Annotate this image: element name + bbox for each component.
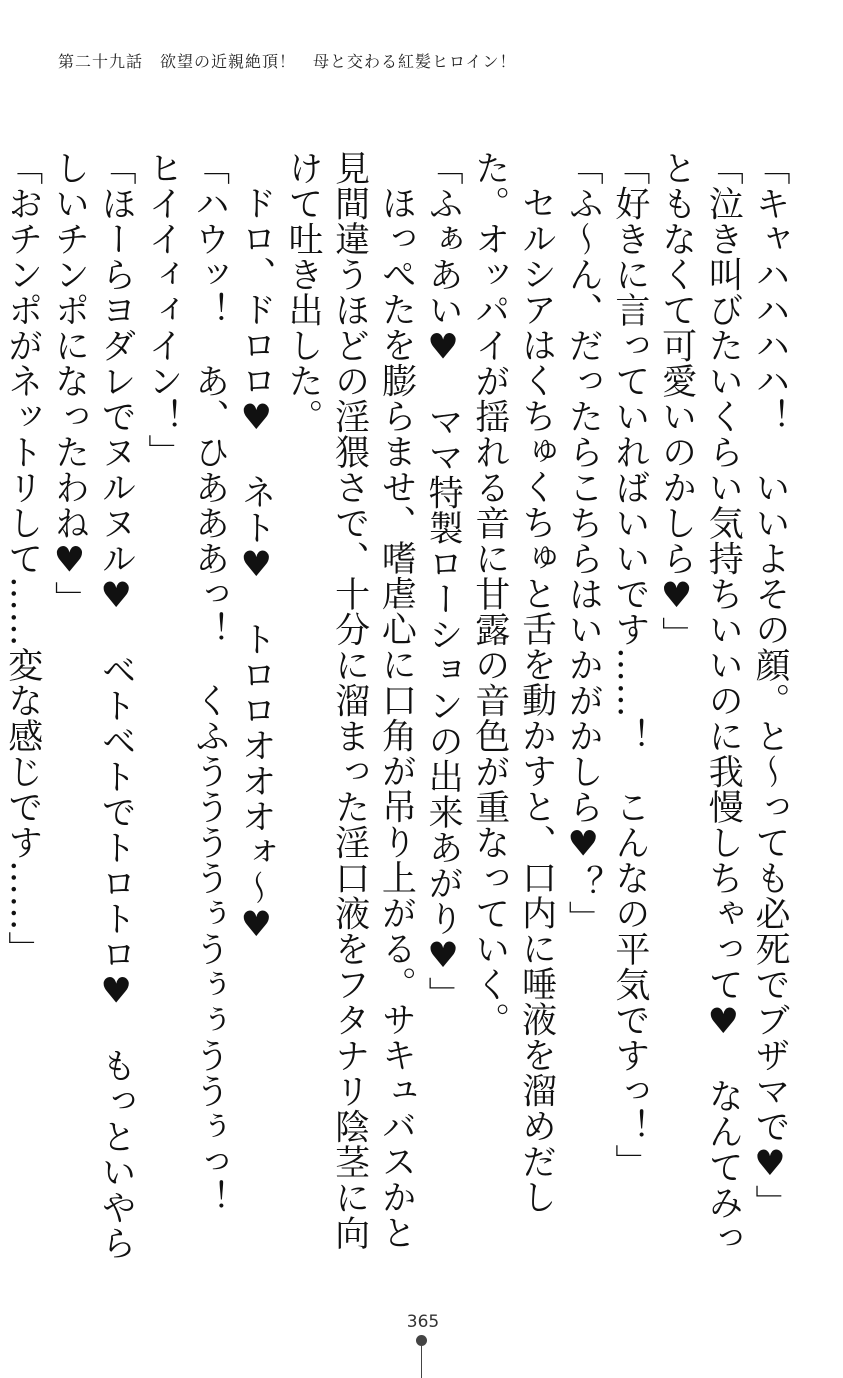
sound-effect-line: ドロ、ドロロ♥ ネト♥ トロロオオオォ～♥ [236, 185, 277, 946]
running-header: 第二十九話 欲望の近親絶頂！ 母と交わる紅髪ヒロイン！ [58, 52, 517, 71]
text-line: 「ふぁあい♥ ママ特製ローションの出来あがり♥」 [423, 150, 464, 1012]
folio-line-ornament [421, 1345, 422, 1378]
text-line: 「キャハハハハ！ いいよその顔。と～っても必死でブザマで♥」 [750, 150, 790, 1220]
text-line: 「おチンポがネットリして……変な感じです……」 [2, 150, 43, 967]
vertical-text-body [2, 150, 793, 1270]
text-line: 「ふ～ん、だったらこちらはいかがかしら♥？」 [563, 150, 604, 936]
text-line: 「ほーらヨダレでヌルヌル♥ ベトベトでトロトロ♥ もっといやらしいチンポになったわね♥」 [49, 150, 137, 1261]
text-line: 「泣き叫びたいくらい気持ちいいのに我慢しちゃって♥ なんてみっともなくて可愛いのかしら♥」 [656, 150, 744, 1256]
text-line: 「ハウッ！ あ、ひあああっ！ くふううううぅうぅぅううぅっ！ ヒイイィィイン！」 [142, 150, 230, 1251]
text-line: 「好きに言っていればいいです……！ こんなの平気ですっ！」 [609, 150, 650, 1180]
narration-paragraph: ほっぺたを膨らませ、嗜虐心に口角が吊り上がる。サキュバスかと見間違うほどの淫猥さで、十分に溜まった淫口液をフタナリ陰茎に向けて吐き出した。 [282, 150, 417, 1251]
page-number: 365 [406, 1312, 440, 1332]
narration-paragraph: セルシアはくちゅくちゅと舌を動かすと、口内に唾液を溜めだした。オッパイが揺れる音に甘露の音色が重なっていく。 [469, 150, 557, 1215]
